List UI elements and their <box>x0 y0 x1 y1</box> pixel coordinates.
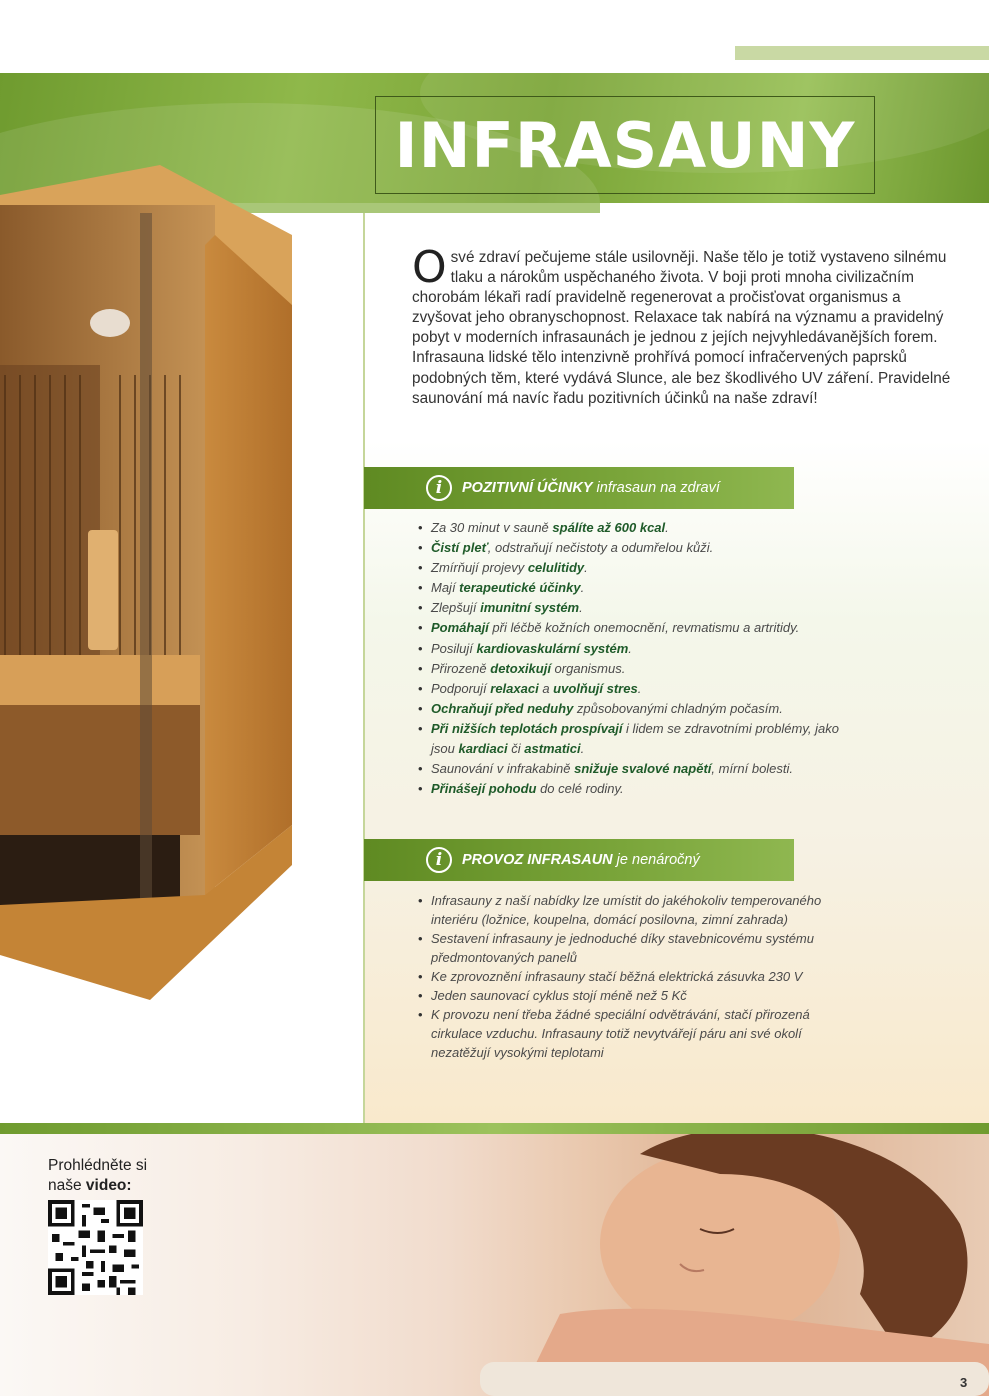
benefit-highlight: Čistí pleť <box>431 540 488 556</box>
benefit-text: . <box>580 580 585 596</box>
benefit-item <box>418 578 858 598</box>
benefit-text: . <box>579 600 583 616</box>
benefit-highlight: Při nižších teplotách prospívají <box>431 720 623 736</box>
section-header-benefits <box>364 467 794 509</box>
operation-item: • Ke zprovoznění infrasauny stačí běžná elektrická zásuvka 230 V <box>418 967 848 986</box>
operation-item: • Jeden saunovací cyklus stojí méně než 5 Kč <box>418 986 848 1005</box>
benefit-text: . <box>580 741 585 757</box>
info-icon: i <box>426 475 452 501</box>
operation-item: • Sestavení infrasauny je jednoduché díky stavebnicovému systému předmontovaných panelů <box>418 929 848 967</box>
benefit-text: Zlepšují <box>431 600 481 616</box>
page-number: 3 <box>960 1375 968 1390</box>
benefit-item <box>418 639 858 659</box>
section-title-benefits <box>462 480 720 496</box>
benefit-highlight: astmatici <box>524 741 581 757</box>
benefit-highlight: Přinášejí pohodu <box>431 781 537 797</box>
benefit-text: Podporují <box>431 680 491 696</box>
benefit-text: při léčbě kožních onemocnění, revmatismu a artritidy. <box>488 620 800 636</box>
benefit-item <box>418 558 858 578</box>
sauna-cabin-image <box>0 165 300 1005</box>
benefit-highlight: imunitní systém <box>480 600 580 616</box>
benefit-text: , mírní bolesti. <box>711 761 794 777</box>
benefit-text: Přirozeně <box>431 660 491 676</box>
benefit-highlight: Ochraňují před neduhy <box>431 700 574 716</box>
benefit-text: . <box>628 640 632 656</box>
benefit-item <box>418 679 858 699</box>
benefit-text: a <box>538 680 554 696</box>
benefit-text: či <box>507 741 525 757</box>
benefit-text: Posilují <box>431 640 477 656</box>
column-divider <box>363 213 365 1123</box>
benefit-highlight: Pomáhají <box>431 620 489 636</box>
benefit-item <box>418 518 858 538</box>
benefit-text: do celé rodiny. <box>536 781 624 797</box>
operation-item: • Infrasauny z naší nabídky lze umístit do jakéhokoliv temperovaného interiéru (ložnice, koupelna, domácí posilovna, zimní zahrada) <box>418 891 848 929</box>
woman-illustration <box>0 1134 989 1396</box>
benefit-text: Za 30 minut v sauně <box>431 520 553 535</box>
qr-label-prefix: naše <box>48 1177 86 1194</box>
benefit-item <box>418 659 858 679</box>
benefit-highlight: kardiovaskulární systém <box>476 640 629 656</box>
benefit-highlight: uvolňují stres <box>553 680 638 696</box>
top-decor-stripe <box>735 46 989 60</box>
section-title-operation <box>462 852 700 868</box>
benefits-list <box>418 518 858 799</box>
benefit-item <box>418 779 858 799</box>
benefit-highlight: kardiaci <box>458 741 508 757</box>
benefit-text: Saunování v infrakabině <box>431 761 575 777</box>
benefit-item <box>418 719 858 759</box>
benefit-item <box>418 699 858 719</box>
benefit-item <box>418 618 858 638</box>
benefit-text: , odstraňují nečistoty a odumřelou kůži. <box>487 540 714 556</box>
operation-list <box>418 891 848 1062</box>
section-title-bold: PROVOZ INFRASAUN <box>462 852 613 868</box>
benefit-highlight: terapeutické účinky <box>459 580 581 596</box>
benefit-item <box>418 538 858 558</box>
benefit-highlight: spálíte až 600 kcal <box>552 520 666 535</box>
benefit-item <box>418 759 858 779</box>
benefit-item <box>418 598 858 618</box>
benefit-text: organismus. <box>550 660 626 676</box>
section-title-bold: POZITIVNÍ ÚČINKY <box>462 480 593 496</box>
benefit-highlight: snižuje svalové napětí <box>574 761 712 777</box>
relaxing-woman-photo <box>0 1134 989 1396</box>
benefit-highlight: detoxikují <box>490 660 551 676</box>
qr-label-bold: video: <box>85 1177 132 1194</box>
benefit-text: . <box>665 520 669 535</box>
intro-dropcap: O <box>412 242 447 293</box>
info-icon: i <box>426 847 452 873</box>
benefit-text: . <box>637 680 642 696</box>
bottom-band <box>0 1123 989 1134</box>
qr-label <box>48 1156 147 1196</box>
qr-label-line1: Prohlédněte si <box>48 1157 148 1174</box>
benefit-highlight: celulitidy <box>527 560 585 576</box>
section-title-rest: je nenáročný <box>612 852 700 868</box>
operation-item: • K provozu není třeba žádné speciální odvětrávání, stačí přirozená cirkulace vzduchu. Infrasauny totiž nevytvářejí páru ani své okolí nezatěžují vysokými teplotami <box>418 1005 848 1062</box>
benefit-text: Zmírňují projevy <box>431 560 528 576</box>
benefit-highlight: relaxaci <box>490 680 539 696</box>
benefit-text: i lidem se zdravotními problémy, jako jsou <box>431 720 839 757</box>
page-title: INFRASAUNY <box>394 108 856 182</box>
benefit-text: Mají <box>431 580 460 596</box>
benefit-text: způsobovanými chladným počasím. <box>573 700 783 716</box>
section-header-operation <box>364 839 794 881</box>
benefit-text: . <box>584 560 588 576</box>
title-frame <box>375 96 875 194</box>
intro-paragraph <box>412 242 957 409</box>
intro-text: své zdraví pečujeme stále usilovněji. Naše tělo je totiž vystaveno silnému tlaku a nárokům uspěchaného života. V boji proti mnoha civilizačním chorobám lékaři radí pravidelně regenerovat a pročisťovat organismus a zvyšovat jeho obranyschopnost. Relaxace tak nabírá na významu a pravidelný pobyt v moderních infrasaunách je jednou z jejích nejvyhledávanějších forem. Infrasauna lidské tělo intenzivně prohřívá pomocí infračervených paprsků podobných těm, které vydává Slunce, ale bez škodlivého UV záření. Pravidelné saunování má navíc řadu pozitivních účinků na naše zdraví! <box>412 249 951 407</box>
qr-code[interactable] <box>48 1200 143 1295</box>
section-title-rest: infrasaun na zdraví <box>592 480 720 496</box>
